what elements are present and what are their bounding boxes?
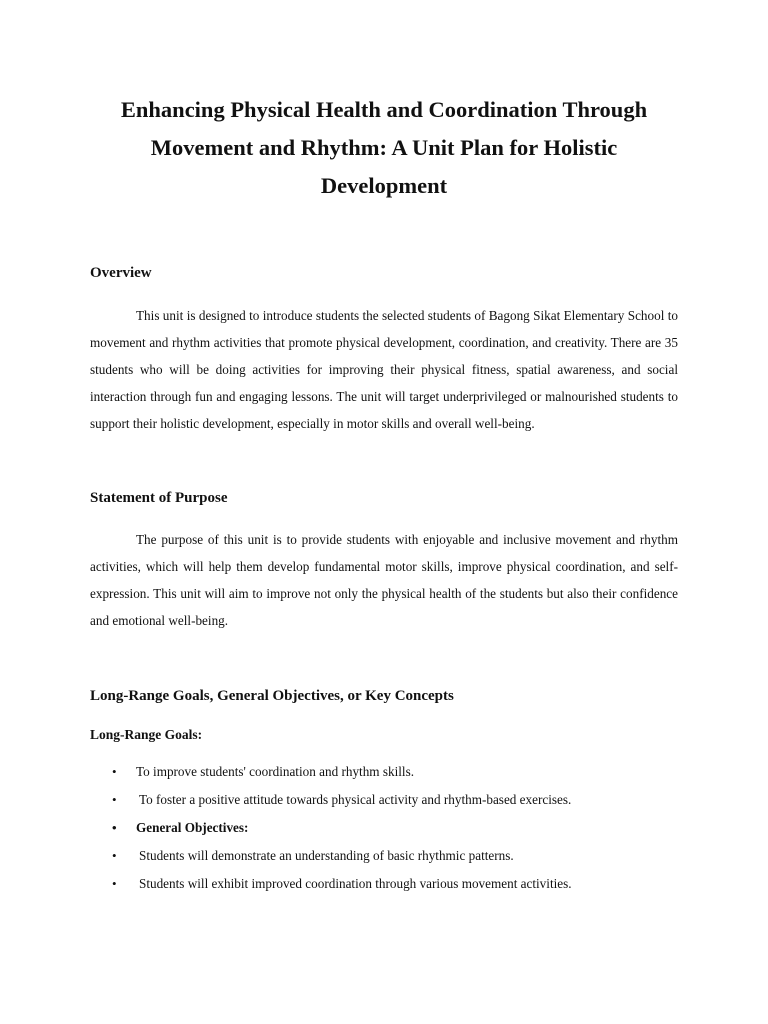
list-item-text: To improve students' coordination and rhythm skills. (136, 764, 414, 779)
list-item (90, 870, 678, 898)
title-line-1: Enhancing Physical Health and Coordination Through (120, 97, 648, 122)
list-item-general-objectives (90, 814, 678, 842)
list-item-text: Students will exhibit improved coordination through various movement activities. (139, 876, 572, 891)
goals-list (90, 758, 678, 898)
bullet-icon: • (112, 820, 117, 835)
list-item (90, 842, 678, 870)
long-range-goals-subheading: Long-Range Goals: (90, 727, 203, 742)
bullet-icon: • (112, 764, 117, 779)
bullet-icon: • (112, 876, 117, 891)
overview-heading: Overview (90, 265, 152, 281)
title-line-2: Movement and Rhythm: A Unit Plan for Holistic (150, 135, 618, 160)
purpose-heading: Statement of Purpose (90, 490, 228, 506)
list-item (90, 758, 678, 786)
bullet-icon: • (112, 792, 117, 807)
list-item-text: Students will demonstrate an understanding of basic rhythmic patterns. (139, 848, 514, 863)
list-item-text: General Objectives: (136, 820, 249, 835)
title-line-3: Development (320, 173, 448, 198)
overview-paragraph: This unit is designed to introduce students the selected students of Bagong Sikat Elementary School to movement and rhythm activities that promote physical development, coordination, and creativity. There are 35 students who will be doing activities for improving their physical fitness, spatial awareness, and social interaction through fun and engaging lessons. The unit will target underprivileged or malnourished students to support their holistic development, especially in motor skills and overall well-being. (90, 308, 678, 431)
purpose-paragraph: The purpose of this unit is to provide students with enjoyable and inclusive movement and rhythm activities, which will help them develop fundamental motor skills, improve physical coordination, and self-expression. This unit will aim to improve not only the physical health of the students but also their confidence and emotional well-being. (90, 532, 678, 628)
list-item (90, 786, 678, 814)
goals-heading: Long-Range Goals, General Objectives, or Key Concepts (90, 688, 454, 704)
document-title (90, 0, 678, 205)
list-item-text: To foster a positive attitude towards physical activity and rhythm-based exercises. (139, 792, 572, 807)
bullet-icon: • (112, 848, 117, 863)
